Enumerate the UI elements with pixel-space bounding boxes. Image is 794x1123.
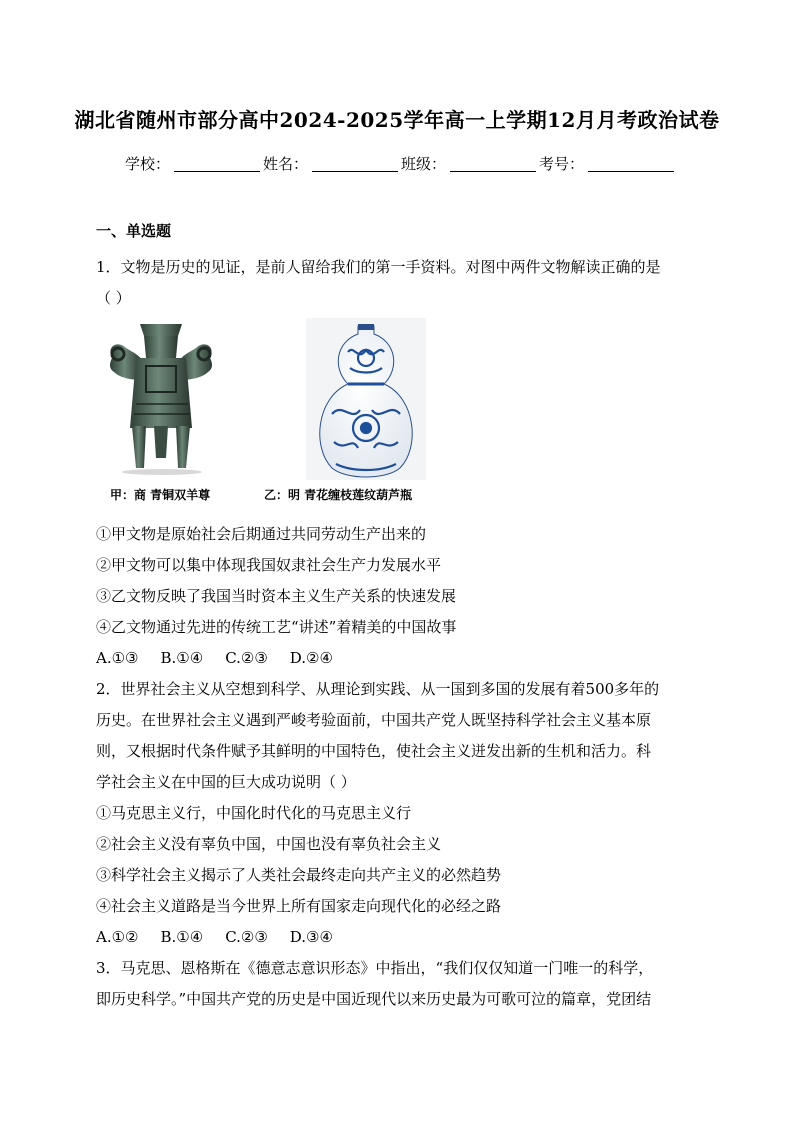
class-label: 班级： — [401, 155, 447, 173]
q2-line-2: 历史。在世界社会主义遇到严峻考验面前，中国共产党人既坚持科学社会主义基本原 — [96, 711, 652, 729]
name-blank[interactable] — [312, 156, 398, 172]
q2-statement-4: ④社会主义道路是当今世界上所有国家走向现代化的必经之路 — [96, 897, 502, 915]
q1-statement-1: ①甲文物是原始社会后期通过共同劳动生产出来的 — [96, 525, 427, 543]
q1-statement-4: ④乙文物通过先进的传统工艺“讲述”着精美的中国故事 — [96, 618, 457, 636]
q1-option-d[interactable]: D.②④ — [289, 649, 333, 667]
name-field[interactable] — [263, 153, 401, 174]
bronze-double-ram-zun-image — [110, 324, 212, 475]
question-1-line-2: （ ） — [96, 289, 131, 307]
school-field[interactable] — [125, 153, 263, 174]
student-info-row — [125, 153, 685, 174]
q2-statement-3: ③科学社会主义揭示了人类社会最终走向共产主义的必然趋势 — [96, 866, 502, 884]
q1-option-b[interactable]: B.①④ — [160, 649, 204, 667]
blue-white-gourd-vase-image — [306, 318, 426, 480]
question-2 — [96, 674, 700, 953]
school-label: 学校： — [125, 155, 171, 173]
q1-options — [96, 643, 700, 674]
artifact-figures — [96, 318, 476, 508]
q2-option-b[interactable]: B.①④ — [160, 928, 204, 946]
q2-option-d[interactable]: D.③④ — [289, 928, 333, 946]
question-1-statements — [96, 519, 700, 674]
name-label: 姓名： — [263, 155, 309, 173]
q1-option-c[interactable]: C.②③ — [225, 649, 268, 667]
caption-artifact-a: 甲：商 青铜双羊尊 — [110, 488, 211, 502]
class-blank[interactable] — [450, 156, 536, 172]
question-3 — [96, 953, 700, 1015]
q2-options — [96, 922, 700, 953]
number-field[interactable] — [539, 153, 677, 174]
class-field[interactable] — [401, 153, 539, 174]
q1-statement-2: ②甲文物可以集中体现我国奴隶社会生产力发展水平 — [96, 556, 442, 574]
q2-option-a[interactable]: A.①② — [96, 928, 139, 946]
caption-artifact-b: 乙：明 青花缠枝莲纹葫芦瓶 — [264, 488, 413, 502]
q2-statement-1: ①马克思主义行，中国化时代化的马克思主义行 — [96, 804, 412, 822]
q1-statement-3: ③乙文物反映了我国当时资本主义生产关系的快速发展 — [96, 587, 457, 605]
school-blank[interactable] — [174, 156, 260, 172]
section-heading: 一、单选题 — [96, 222, 172, 240]
number-label: 考号： — [539, 155, 585, 173]
page-title: 湖北省随州市部分高中2024-2025学年高一上学期12月月考政治试卷 — [74, 108, 720, 132]
q2-line-4: 学社会主义在中国的巨大成功说明（ ） — [96, 773, 356, 791]
q2-statement-2: ②社会主义没有辜负中国，中国也没有辜负社会主义 — [96, 835, 442, 853]
q1-option-a[interactable]: A.①③ — [96, 649, 139, 667]
question-1-stem — [96, 252, 700, 314]
number-blank[interactable] — [588, 156, 674, 172]
q3-line-2: 即历史科学。”中国共产党的历史是中国近现代以来历史最为可歌可泣的篇章，党团结 — [96, 990, 652, 1008]
q2-line-1: 2．世界社会主义从空想到科学、从理论到实践、从一国到多国的发展有着500多年的 — [96, 680, 660, 698]
q3-line-1: 3．马克思、恩格斯在《德意志意识形态》中指出，“我们仅仅知道一门唯一的科学， — [96, 959, 654, 977]
question-1-line-1: 1．文物是历史的见证，是前人留给我们的第一手资料。对图中两件文物解读正确的是 — [96, 258, 661, 276]
q2-option-c[interactable]: C.②③ — [225, 928, 268, 946]
q2-line-3: 则，又根据时代条件赋予其鲜明的中国特色，使社会主义迸发出新的生机和活力。科 — [96, 742, 652, 760]
